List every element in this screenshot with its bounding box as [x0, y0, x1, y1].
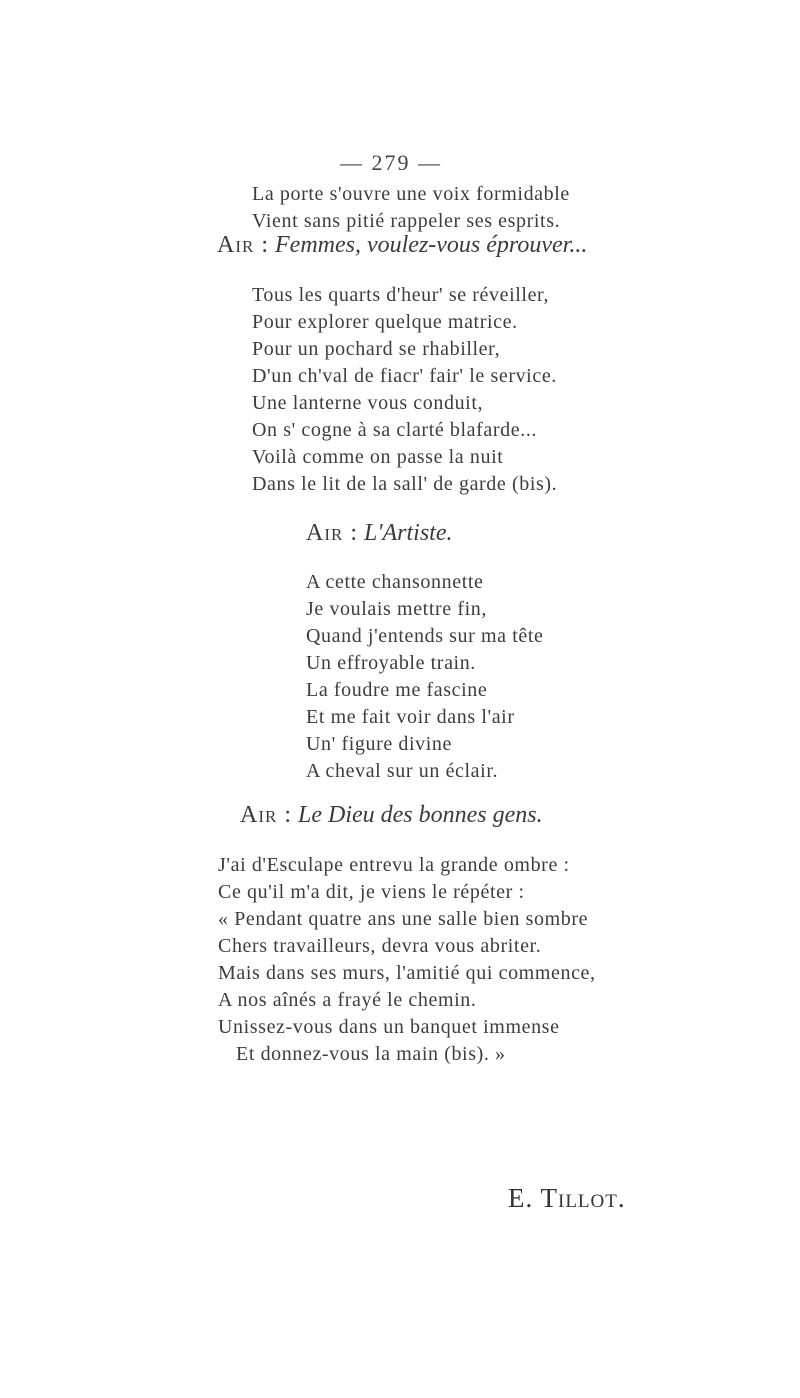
verse-line: « Pendant quatre ans une salle bien sombre — [218, 908, 589, 930]
verse-line: D'un ch'val de fiacr' fair' le service. — [252, 365, 557, 387]
verse-line: Et me fait voir dans l'air — [306, 706, 515, 728]
verse-line: On s' cogne à sa clarté blafarde... — [252, 419, 538, 441]
verse-line: La porte s'ouvre une voix formidable — [252, 183, 570, 205]
air-label: Air : — [306, 520, 358, 546]
verse-line: J'ai d'Esculape entrevu la grande ombre : — [218, 854, 570, 876]
verse-line: Chers travailleurs, devra vous abriter. — [218, 935, 542, 957]
verse-line: La foudre me fascine — [306, 679, 488, 701]
verse-line: A nos aînés a frayé le chemin. — [218, 989, 477, 1011]
stanza — [306, 569, 544, 785]
verse-line: A cheval sur un éclair. — [306, 760, 499, 782]
verse-line: Tous les quarts d'heur' se réveiller, — [252, 284, 550, 306]
verse-line: Un' figure divine — [306, 733, 452, 755]
air-heading — [240, 802, 543, 829]
verse-line: Je voulais mettre fin, — [306, 598, 487, 620]
verse-line: Ce qu'il m'a dit, je viens le répéter : — [218, 881, 525, 903]
author-signature: E. Tillot. — [508, 1183, 626, 1213]
verse-line: Dans le lit de la sall' de garde (bis). — [252, 473, 558, 495]
stanza — [252, 282, 557, 498]
air-heading — [217, 232, 587, 259]
verse-line: A cette chansonnette — [306, 571, 484, 593]
verse-line: Mais dans ses murs, l'amitié qui commence, — [218, 962, 596, 984]
verse-line: Unissez-vous dans un banquet immense — [218, 1016, 560, 1038]
verse-line: Une lanterne vous conduit, — [252, 392, 484, 414]
verse-line: Pour un pochard se rhabiller, — [252, 338, 501, 360]
verse-line: Vient sans pitié rappeler ses esprits. — [252, 210, 561, 232]
opening-verse — [252, 181, 570, 235]
verse-line: Et donnez-vous la main (bis). » — [236, 1043, 506, 1065]
verse-line: Pour explorer quelque matrice. — [252, 311, 518, 333]
verse-line: Un effroyable train. — [306, 652, 476, 674]
air-label: Air : — [240, 802, 292, 828]
air-title: L'Artiste. — [364, 520, 453, 546]
verse-line: Voilà comme on passe la nuit — [252, 446, 504, 468]
stanza — [218, 852, 596, 1068]
air-label: Air : — [217, 232, 269, 258]
air-title: Femmes, voulez-vous éprouver... — [275, 232, 588, 258]
air-heading — [306, 520, 452, 547]
air-title: Le Dieu des bonnes gens. — [298, 802, 543, 828]
verse-line: Quand j'entends sur ma tête — [306, 625, 544, 647]
page-number: — 279 — — [340, 150, 442, 175]
